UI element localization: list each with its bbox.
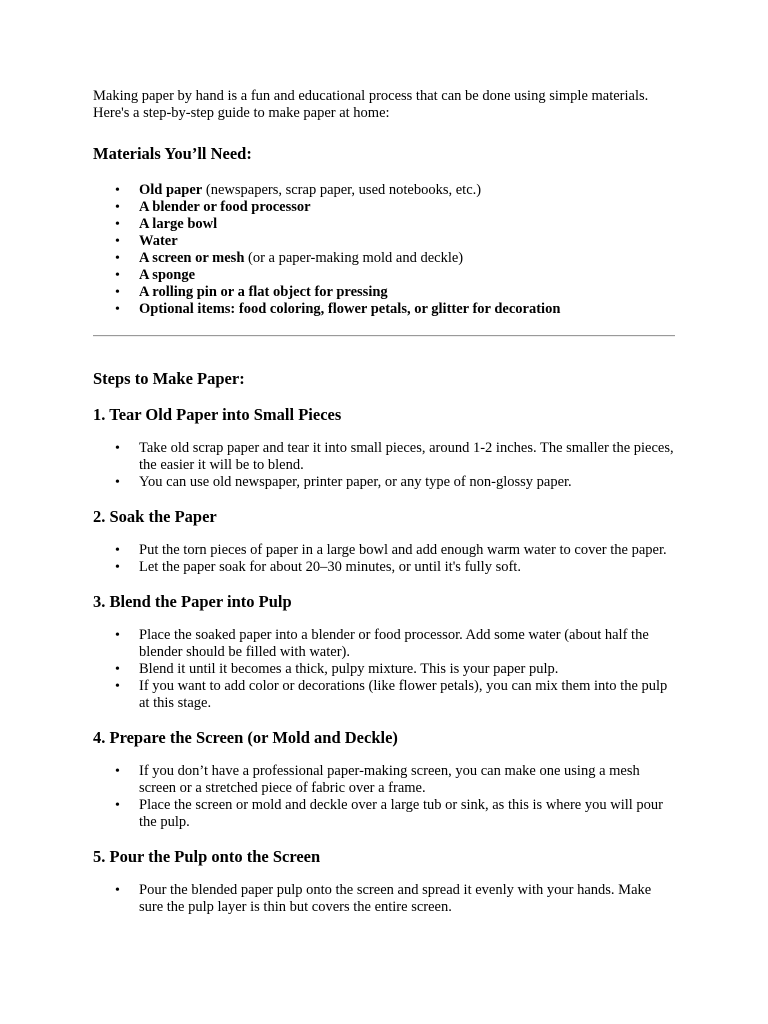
materials-list [93, 182, 678, 318]
list-item: • You can use old newspaper, printer paper, or any type of non-glossy paper. [139, 474, 678, 491]
materials-item [139, 284, 678, 301]
step-4-heading: 4. Prepare the Screen (or Mold and Deckle) [93, 728, 398, 747]
step-1-list [93, 440, 678, 491]
materials-item [139, 250, 678, 267]
step-2-heading: 2. Soak the Paper [93, 507, 217, 526]
materials-item-bold: A screen or mesh [139, 250, 245, 266]
materials-item [139, 301, 678, 318]
materials-item-bold: A large bowl [139, 216, 218, 232]
list-item: • If you don’t have a professional paper-making screen, you can make one using a mesh screen or a stretched piece of fabric over a frame. [139, 763, 678, 797]
materials-item [139, 199, 678, 216]
list-item: • Pour the blended paper pulp onto the screen and spread it evenly with your hands. Make sure the pulp layer is thin but covers the entire screen. [139, 882, 678, 916]
materials-item-rest: (newspapers, scrap paper, used notebooks, etc.) [202, 182, 482, 198]
materials-heading: Materials You’ll Need: [93, 144, 252, 163]
document-page [93, 88, 678, 916]
list-item: • Take old scrap paper and tear it into small pieces, around 1-2 inches. The smaller the pieces, the easier it will be to blend. [139, 440, 678, 474]
horizontal-divider [93, 335, 675, 337]
step-1-heading: 1. Tear Old Paper into Small Pieces [93, 405, 342, 424]
step-4-list [93, 763, 678, 831]
step-3-list [93, 627, 678, 712]
materials-item-bold: A rolling pin or a flat object for pressing [139, 284, 388, 300]
step-2-list [93, 542, 678, 576]
step-5-heading: 5. Pour the Pulp onto the Screen [93, 847, 321, 866]
list-item: • Blend it until it becomes a thick, pulpy mixture. This is your paper pulp. [139, 661, 678, 678]
steps-heading: Steps to Make Paper: [93, 369, 245, 388]
materials-item [139, 267, 678, 284]
materials-item-bold: A sponge [139, 267, 196, 283]
list-item: • Let the paper soak for about 20–30 minutes, or until it's fully soft. [139, 559, 678, 576]
step-3-heading: 3. Blend the Paper into Pulp [93, 592, 292, 611]
step-5-list [93, 882, 678, 916]
list-item: • Put the torn pieces of paper in a large bowl and add enough warm water to cover the paper. [139, 542, 678, 559]
list-item: • Place the soaked paper into a blender or food processor. Add some water (about half the blender should be filled with water). [139, 627, 678, 661]
intro-paragraph: Making paper by hand is a fun and educational process that can be done using simple materials. Here's a step-by-step guide to make paper at home: [93, 88, 649, 121]
list-item: • If you want to add color or decorations (like flower petals), you can mix them into the pulp at this stage. [139, 678, 678, 712]
materials-item [139, 233, 678, 250]
materials-item [139, 182, 678, 199]
materials-item-bold: Water [139, 233, 178, 249]
materials-item [139, 216, 678, 233]
materials-item-bold: A blender or food processor [139, 199, 311, 215]
materials-item-bold: Old paper [139, 182, 203, 198]
list-item: • Place the screen or mold and deckle over a large tub or sink, as this is where you will pour the pulp. [139, 797, 678, 831]
materials-item-bold: Optional items: food coloring, flower petals, or glitter for decoration [139, 301, 561, 317]
materials-item-rest: (or a paper-making mold and deckle) [244, 250, 464, 266]
